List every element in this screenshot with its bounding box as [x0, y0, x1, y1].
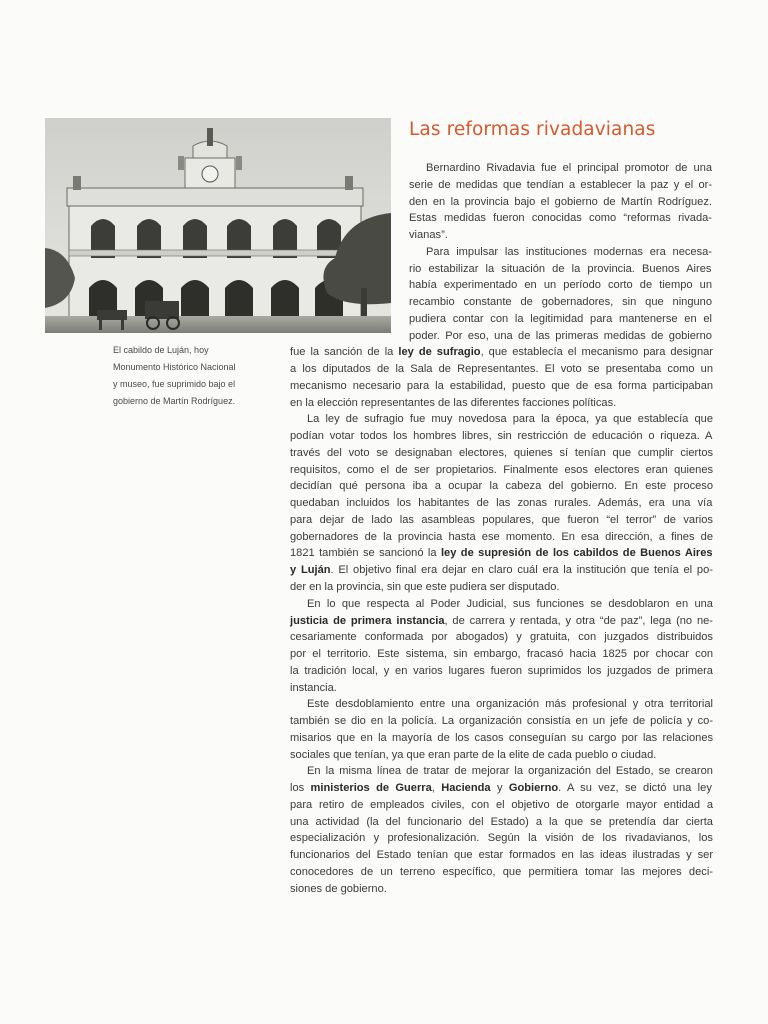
text-run: vianas”. [409, 229, 448, 242]
body-line [290, 496, 712, 510]
body-line [290, 396, 616, 410]
text-run: . El objetivo final era dejar en claro cuál era la institución que tenía el po- [330, 564, 713, 577]
body-line [307, 412, 713, 426]
text-run: Este desdoblamiento entre una organización más profesional y otra territorial [307, 698, 714, 711]
text-run: misarios que en la mayoría de los casos conseguían su cargo por las relaciones [290, 731, 714, 744]
body-line [290, 714, 713, 728]
body-line [290, 362, 713, 376]
text-run: 1821 también se sancionó la [290, 547, 441, 560]
body-line [290, 345, 713, 359]
body-line [290, 614, 713, 628]
text-run: siones de gobierno. [290, 882, 387, 895]
caption-line: y museo, fue suprimido bajo el [113, 379, 236, 389]
text-run: especialización y profesionalización. Según la visión de los rivadavianos, los [290, 832, 713, 845]
bold-term: ley de sufragio [398, 346, 481, 359]
text-run: instancia. [290, 681, 337, 694]
body-line [426, 161, 712, 175]
body-line [290, 815, 713, 829]
body-line [290, 530, 713, 544]
body-line [290, 446, 713, 460]
body-line [409, 178, 712, 192]
text-run: gobernadores de la provincia hasta ese momento. En esa dirección, a fines de [290, 530, 714, 543]
body-line [290, 546, 713, 560]
bold-term: Gobierno [508, 782, 559, 795]
text-run: Estas medidas fueron conocidas como “reformas rivada- [409, 212, 712, 225]
body-line [409, 295, 712, 309]
text-run: En la misma línea de tratar de mejorar la organización del Estado, se crearon [307, 765, 713, 778]
body-line [290, 463, 713, 477]
body-line [307, 597, 713, 611]
text-run: La ley de sufragio fue muy novedosa para la época, ya que establecía que [307, 413, 713, 426]
text-run: serie de medidas que tendían a establecer la paz y el or- [409, 178, 713, 191]
bold-term: ley de supresión de los cabildos de Buenos Aires [440, 547, 713, 560]
body-line [307, 764, 713, 778]
body-line [290, 647, 713, 661]
body-line [290, 781, 712, 795]
text-run: los [290, 782, 311, 795]
text-run: también se dio en la policía. La organización consistía en un jefe de policía y co- [290, 715, 714, 728]
text-run: Bernardino Rivadavia fue el principal promotor de una [426, 162, 713, 174]
text-run: una actividad (la del funcionario del Estado) a la que se pretendía dar cierta [290, 815, 713, 828]
text-run: en la elección representantes de las diferentes facciones políticas. [290, 396, 617, 409]
body-line [290, 580, 560, 594]
body-line [290, 831, 713, 845]
text-run: conocedores de un terreno específico, que permitiera tomar las mejores deci- [290, 865, 713, 878]
body-line [290, 379, 713, 393]
bold-term: Hacienda [441, 782, 491, 795]
body-line [290, 865, 713, 879]
body-line [409, 195, 712, 209]
text-run: poder. Por eso, una de las primeras medidas de gobierno [409, 329, 712, 342]
body-line [426, 245, 712, 259]
text-run: había experimentado en un período corto de tiempo un [409, 279, 712, 292]
body-line [307, 697, 713, 711]
text-run: para dejar de lado las asambleas populares, que fueron “el terror” de varios [290, 513, 713, 526]
body-line [409, 278, 712, 292]
text-run: quedaban incluidos los habitantes de las zonas rurales. Además, era una vía [290, 497, 713, 510]
text-run: a los diputados de la Sala de Representantes. El voto se presentaba como un [290, 363, 714, 376]
body-line [290, 848, 713, 862]
body-line [290, 664, 713, 678]
text-run: Para impulsar las instituciones modernas era necesa- [426, 245, 712, 258]
text-run: través del voto se designaban electores, quienes sí tenían que cumplir ciertos [290, 446, 714, 459]
text-run: . A su vez, se dictó una ley [558, 782, 712, 795]
text-run: cesariamente conformada por abogados) y gratuita, con juzgados distribuidos [290, 631, 713, 644]
text-run: , de carrera y rentada, y otra “de paz”, lega (no ne- [444, 614, 713, 627]
text-run: rio estabilizar la situación de la provincia. Buenos Aires [409, 262, 712, 275]
text-run: fue la sanción de la [290, 346, 399, 359]
text-run: , [431, 782, 442, 795]
text-run: mecanismo necesario para la estabilidad, puesto que de esa forma participaban [290, 379, 714, 392]
caption-line: El cabildo de Luján, hoy [113, 345, 209, 355]
bold-term: ministerios de Guerra [310, 782, 432, 795]
body-line [290, 630, 713, 644]
bold-term: justicia de primera instancia [290, 614, 445, 627]
body-line [409, 228, 448, 242]
text-run: , que establecía el mecanismo para designar [480, 346, 713, 359]
body-line [409, 211, 712, 225]
section-title: Las reformas rivadavianas [409, 119, 656, 140]
body-line [290, 681, 337, 695]
text-run: der en la provincia, sin que este pudiera ser disputado. [290, 581, 560, 593]
text-run: y [490, 782, 509, 795]
text-run: pudiera contar con la legitimidad para mantenerse en el [409, 312, 713, 325]
text-run: decidían qué persona iba a ocupar la cabeza del gobierno. En este proceso [290, 480, 714, 493]
text-run: En lo que respecta al Poder Judicial, sus funciones se desdoblaron en una [307, 597, 713, 610]
body-line [290, 479, 713, 493]
body-line [290, 429, 712, 443]
text-run: funcionarios del Estado tenían que estar formados en las ideas ilustradas y ser [290, 849, 714, 862]
text-run: la tradición local, y en varios lugares fueron suprimidos los juzgados de primera [290, 664, 713, 677]
bold-term: y Luján [290, 564, 331, 577]
body-line [290, 513, 713, 527]
body-line [409, 262, 711, 276]
text-run: den en la provincia bajo el gobierno de Martín Rodríguez. [409, 195, 712, 208]
body-line [290, 731, 713, 745]
text-run: para retiro de empleados civiles, con el objetivo de otorgarle mayor entidad a [290, 798, 714, 811]
body-line [290, 748, 656, 762]
text-run: podían votar todos los hombres libres, sin restricción de educación o riqueza. A [290, 430, 713, 443]
body-line [409, 329, 712, 343]
body-line [290, 882, 387, 896]
body-line [290, 563, 713, 577]
body-line [409, 312, 712, 326]
text-run: requisitos, como el de ser propietarios. Finalmente esos electores eran quienes [290, 463, 714, 476]
caption-line: gobierno de Martín Rodríguez. [113, 396, 236, 406]
text-run: recambio constante de gobernadores, sin que ninguno [409, 296, 713, 309]
body-line [290, 798, 713, 812]
text-run: sociales que tenían, ya que eran parte de la elite de cada pueblo o ciudad. [290, 748, 657, 761]
caption-line: Monumento Histórico Nacional [113, 362, 236, 372]
text-run: por el territorio. Este sistema, sin embargo, fracasó hacia 1825 por chocar con [290, 648, 714, 661]
